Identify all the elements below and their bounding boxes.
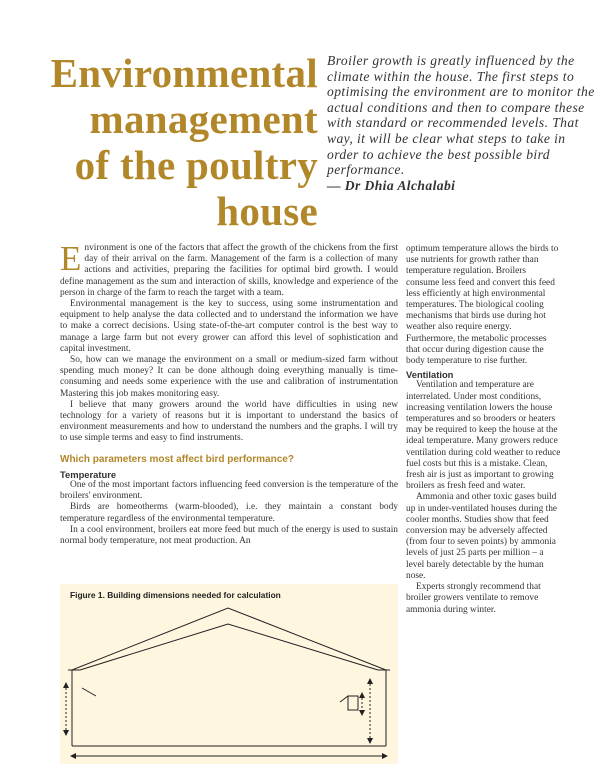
arrow-head (63, 730, 69, 736)
side-column (406, 244, 561, 616)
paragraph: optimum temperature allows the birds to use nutrients for growth rather than temperature regulation. Broilers consume less feed and convert this feed less efficiently at high environmental temperatures. The biological cooling mechanisms that birds use during hot weather also require energy. Furthermore, the metabolic processes that occur during digestion cause the body temperature to rise further. (406, 244, 559, 367)
figure-caption: Figure 1. Building dimensions needed for calculation (70, 590, 281, 600)
title-line-3: of the poultry (74, 142, 318, 188)
paragraph: In a cool environment, broilers eat more feed but much of the energy is used to sustain normal body temperature, not meat production. An (60, 524, 398, 547)
paragraph: Environment is one of the factors that affect the growth of the chickens from the first day of their arrival on the farm. Management of the farm is a collection of many actions and activities, preparing the facilities for optimal bird growth. I would define management as the sum and interaction of skills, knowledge and experience of the person in charge of the farm to reach the target with a team. (60, 239, 398, 298)
paragraph: Ammonia and other toxic gases build up in under-ventilated houses during the cooler months. Studies show that feed conversion may be adversely affected (from four to seven points) by ammonia levels of just 25 parts per million – a level barely detectable by the human nose. (406, 492, 558, 581)
section-heading: Which parameters most affect bird performance? (60, 453, 294, 465)
right-inlet (348, 696, 358, 710)
figure-building-dimensions (60, 584, 398, 764)
paragraph: Ventilation and temperature are interrelated. Under most conditions, increasing ventilation lowers the house temperatures and so brooders or heaters may be required to keep the house at the ideal temperature. Many growers reduce ventilation during cold weather to reduce fuel costs but this is a mistake. Clean, fresh air is just as important to growing broilers as fresh feed and water. (406, 380, 561, 492)
roof-line (72, 608, 386, 670)
paragraph: Environmental management is the key to success, using some instrumentation and equipment to help analyse the data collected and to understand the information we have to make a correct decisions. Using state-of-the-art computer control is the best way to manage a large farm but not every grower can afford this level of sophistication and capital investment. (60, 299, 398, 354)
arrow-head (359, 710, 365, 716)
title-line-1: Environmental (50, 50, 318, 96)
subheading-ventilation: Ventilation (406, 369, 454, 381)
intro-text: Broiler growth is greatly influenced by the climate within the house. The first steps to optimising the environment are to monitor the actual conditions and then to compare these with standard or recommended levels. That way, it will be clear what steps to take in order to achieve the best possible bird performance. (327, 53, 595, 178)
building-diagram (60, 584, 398, 764)
arrow-head (359, 692, 365, 698)
paragraph: One of the most important factors influencing feed conversion is the temperature of the broilers' environment. (60, 480, 398, 502)
arrow-head (367, 678, 373, 684)
arrow-head (367, 738, 373, 744)
arrow-head (70, 753, 76, 759)
drop-cap: E (60, 239, 82, 278)
left-inlet-flap (82, 688, 96, 696)
paragraph: So, how can we manage the environment on a small or medium-sized farm without spending much money? It can be done although doing everything manually is time-consuming and needs some experience with the use and calibration of instrumentation Mastering this job makes monitoring easy. (60, 355, 398, 399)
ceiling-line (80, 624, 378, 670)
main-column (60, 239, 398, 547)
intro-author: — Dr Dhia Alchalabi (327, 177, 456, 193)
paragraph: I believe that many growers around the world have difficulties in using new technology for a variety of reasons but it is important to understand the basics of environment measurements and how to understand the numbers and the graphs. I will try to use simple terms and easy to find instruments. (60, 399, 398, 444)
arrow-head (63, 682, 69, 688)
paragraph: Experts strongly recommend that broiler growers ventilate to remove ammonia during winter. (406, 582, 541, 615)
subheading-temperature: Temperature (60, 468, 117, 480)
arrow-head (382, 753, 388, 759)
right-inlet-flap (340, 696, 348, 702)
title-line-2: management (89, 96, 318, 142)
paragraph: Birds are homeotherms (warm-blooded), i.e. they maintain a constant body temperature regardless of the environmental temperature. (60, 502, 398, 524)
article-title (36, 50, 318, 234)
intro-standfirst (327, 53, 595, 193)
title-line-4: house (216, 188, 318, 234)
